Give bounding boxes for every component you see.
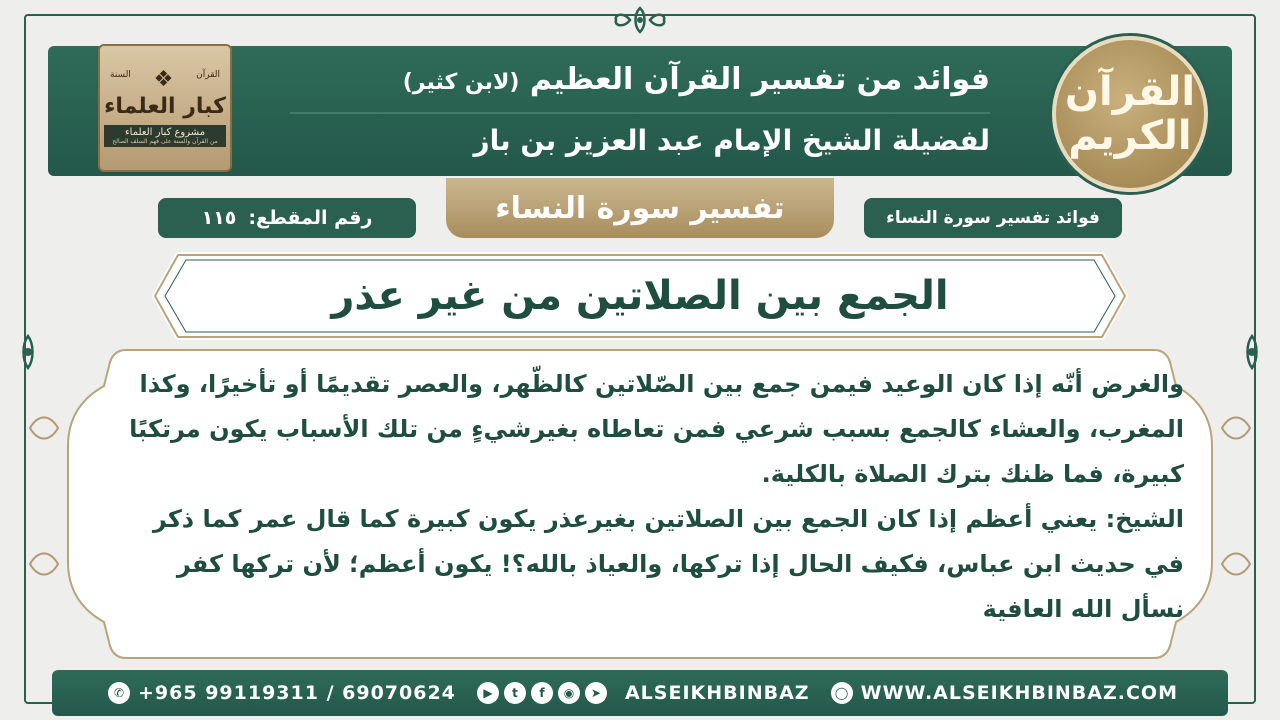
- category-badge: فوائد تفسير سورة النساء: [864, 198, 1122, 238]
- website-url: WWW.ALSEIKHBINBAZ.COM: [860, 682, 1178, 704]
- paragraph-quote: والغرض أنّه إذا كان الوعيد فيمن جمع بين الصّلاتين كالظّهر، والعصر تقديمًا أو تأخيرًا، وكذا المغرب، والعشاء كالجمع بسبب شرعي فمن تعاطاه بغيرشيءٍ من تلك الأسباب يكون مرتكبًا كبيرة، فما ظنك بترك الصلاة بالكلية.: [129, 370, 1184, 488]
- right-ornament-icon: [1232, 332, 1272, 372]
- left-gold-flourish-lower-icon: [26, 546, 62, 582]
- logo-name: كبار العلماء: [104, 93, 226, 119]
- title-main: فوائد من تفسير القرآن العظيم: [529, 62, 990, 97]
- segment-number-badge: [158, 198, 416, 238]
- top-ornament-icon: [608, 6, 672, 34]
- phone-numbers: +965 99119311 / 69070624: [138, 682, 456, 704]
- footer-social[interactable]: [477, 682, 810, 704]
- footer-website[interactable]: [831, 682, 1178, 704]
- twitter-icon[interactable]: t: [504, 682, 526, 704]
- sura-title-tab: تفسير سورة النساء: [446, 178, 834, 238]
- whatsapp-icon: ✆: [108, 682, 130, 704]
- right-gold-flourish-lower-icon: [1218, 546, 1254, 582]
- globe-icon: ◯: [831, 682, 853, 704]
- segment-label: رقم المقطع:: [248, 207, 373, 229]
- open-book-icon: ❖: [153, 66, 174, 92]
- left-ornament-icon: [8, 332, 48, 372]
- social-handle: ALSEIKHBINBAZ: [624, 682, 810, 704]
- logo-band: [104, 125, 226, 147]
- footer-bar: [52, 670, 1228, 716]
- seal-calligraphy: القرآن الكريم: [1064, 69, 1196, 159]
- title-suffix: (لابن كثير): [402, 70, 520, 95]
- instagram-icon[interactable]: ◉: [558, 682, 580, 704]
- footer-phone[interactable]: [108, 682, 456, 704]
- page-title: [290, 62, 990, 97]
- quran-kareem-seal: [1052, 36, 1208, 192]
- right-gold-flourish-icon: [1218, 410, 1254, 446]
- logo-tag-sunnah: السنة: [110, 69, 131, 80]
- lesson-title: الجمع بين الصلاتين من غير عذر: [331, 273, 949, 319]
- kibar-ulama-logo[interactable]: [98, 44, 232, 172]
- page-subtitle: لفضيلة الشيخ الإمام عبد العزيز بن باز: [473, 124, 990, 157]
- left-gold-flourish-icon: [26, 410, 62, 446]
- youtube-icon[interactable]: ▶: [477, 682, 499, 704]
- facebook-icon[interactable]: f: [531, 682, 553, 704]
- telegram-icon[interactable]: ➤: [585, 682, 607, 704]
- content-text: [110, 362, 1184, 632]
- logo-band-title: مشروع كبار العلماء: [124, 126, 206, 138]
- logo-tag-quran: القرآن: [196, 69, 220, 80]
- logo-band-caption: من القرآن والسنة على فهم السلف الصالح: [112, 137, 218, 145]
- segment-number: ١١٥: [201, 207, 237, 229]
- paragraph-commentary: الشيخ: يعني أعظم إذا كان الجمع بين الصلاتين بغيرعذر يكون كبيرة كما قال عمر كما ذكر في حديث ابن عباس، فكيف الحال إذا تركها، والعياذ بالله؟! يكون أعظم؛ لأن تركها كفر نسأل الله العافية: [152, 505, 1184, 623]
- header-divider: [290, 112, 990, 114]
